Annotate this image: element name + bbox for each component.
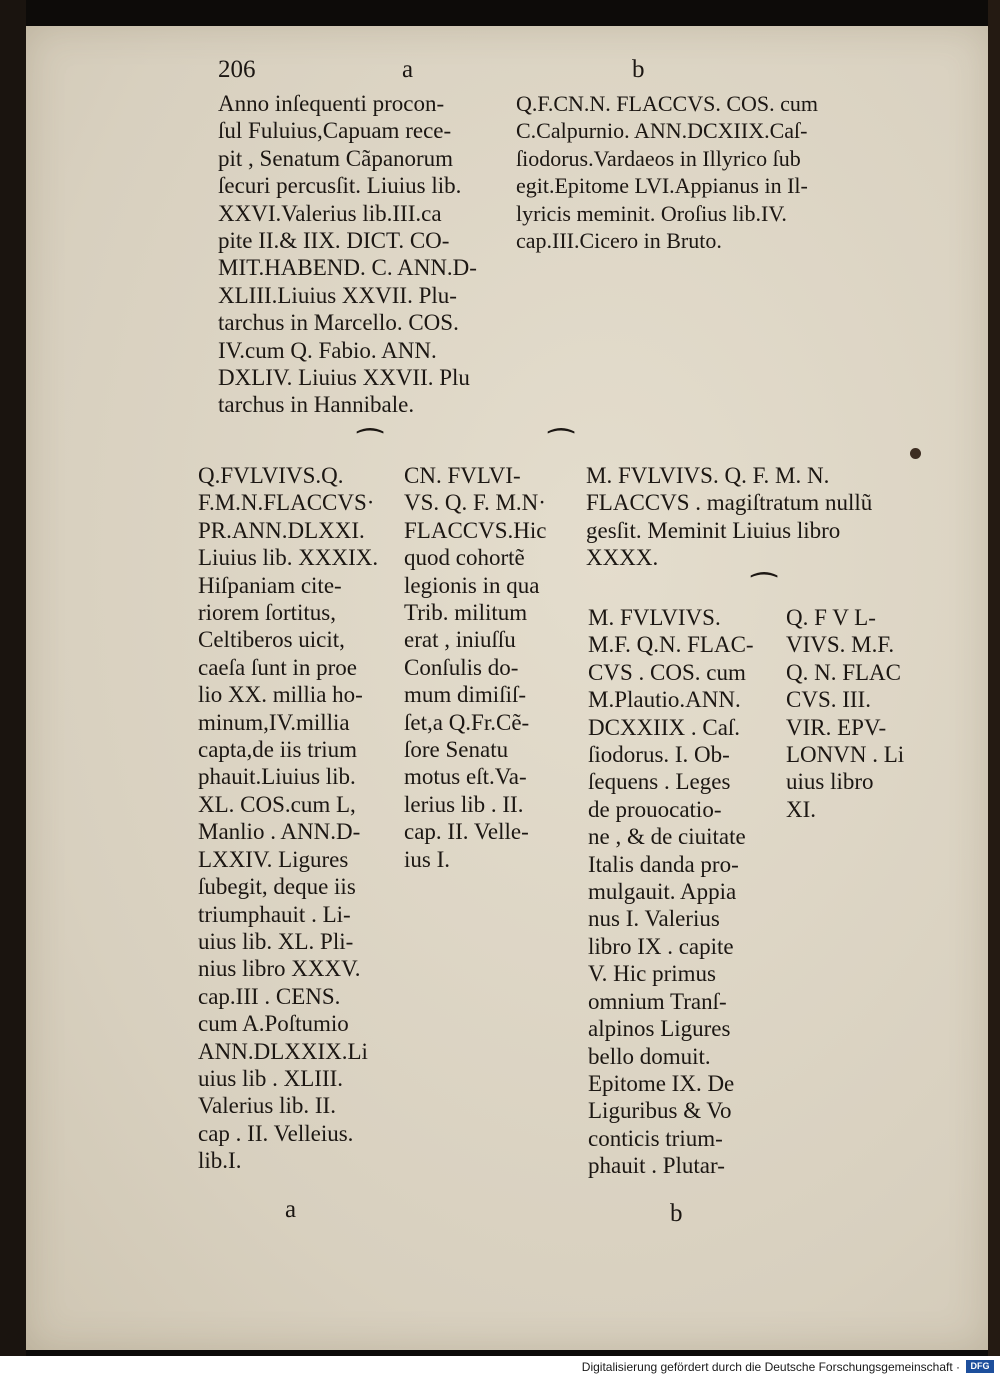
entry-cn-fulvius-flaccus: CN. FVLVI- VS. Q. F. M.N· FLACCVS.Hic quod cohortẽ legionis in qua Trib. militum erat , iniuſſu Conſulis do- mum dimiſiſ- ſet,a Q.Fr.Cẽ- ſore Senatu motus eſt.Va- lerius lib . II. cap. II. Velle- ius I. (404, 463, 547, 872)
footer-credit: Digitalisierung gefördert durch die Deutsche Forschungsgemeinschaft · (581, 1360, 960, 1374)
entry-q-fulvius-flaccus: Q.FVLVIVS.Q. F.M.N.FLACCVS· PR.ANN.DLXXI. Liuius lib. XXXIX. Hiſpaniam cite- riorem ſortitus, Celtiberos uicit, caeſa ſunt in proe lio XX. millia ho- minum,IV.millia capta,de iis trium phauit.Liuius lib. XL. COS.cum L, Manlio . ANN.D- LXXIV. Ligures ſubegit, deque iis triumphauit . Li- uius lib. XL. Pli- nius libro XXXV. cap.III . CENS. cum A.Poſtumio ANN.DLXXIX.Li uius lib . XLIII. Valerius lib. II. cap . II. Velleius. lib.I. (198, 463, 379, 1174)
digitization-footer (0, 1356, 1000, 1378)
dfg-logo-icon: DFG (966, 1360, 994, 1373)
entry-q-fulvius-flaccus-triumvir: Q. F V L- VIVS. M.F. Q. N. FLAC CVS. III. VIR. EPV- LONVN . Li uius libro XI. (786, 605, 905, 822)
page-number: 206 (218, 56, 256, 83)
signature-mark-b: b (670, 1200, 683, 1227)
ornament-bracket: ⁀ (549, 430, 574, 463)
ornament-bracket: ⁀ (358, 430, 383, 463)
book-edge-right (988, 0, 1000, 1356)
column-b-marker: b (632, 56, 645, 83)
entry-top-column-b: Q.F.CN.N. FLACCVS. COS. cum C.Calpurnio. ANN.DCXIIX.Caſ- ſiodorus.Vardaeos in Illyrico ſub egit.Epitome LVI.Appianus in Il- lyricis meminit. Oroſius lib.IV. cap.III.Cicero in Bruto. (516, 91, 819, 254)
ornament-bracket: ⁀ (752, 574, 777, 607)
book-edge-left (0, 0, 26, 1356)
signature-mark-a: a (285, 1196, 297, 1223)
column-a-marker: a (402, 56, 414, 83)
entry-m-fulvius-flaccus-consul: M. FVLVIVS. M.F. Q.N. FLAC- CVS . COS. cum M.Plautio.ANN. DCXXIIX . Caſ. ſiodorus. I. Ob- ſequens . Leges de prouocatio- ne , & de ciuitate Italis danda pro- mulgauit. Appia nus I. Valerius libro IX . capite V. Hic primus omnium Tranſ- alpinos Ligures bello domuit. Epitome IX. De Liguribus & Vo conticis trium- phauit . Plutar- (588, 605, 754, 1179)
entry-m-fulvius-flaccus-heading: M. FVLVIVS. Q. F. M. N. FLACCVS . magiſtratum nullũ gesſit. Meminit Liuius libro XXXX. (586, 463, 873, 571)
ink-spot (910, 448, 921, 459)
entry-top-column-a: Anno inſequenti procon- ſul Fuluius,Capuam rece- pit , Senatum Cãpanorum ſecuri percusſit. Liuius lib. XXVI.Valerius lib.III.ca pite II.& IIX. DICT. CO- MIT.HABEND. C. ANN.D- XLIII.Liuius XXVII. Plu- tarchus in Marcello. COS. IV.cum Q. Fabio. ANN. DXLIV. Liuius XXVII. Plu tarchus in Hannibale. (218, 91, 477, 418)
